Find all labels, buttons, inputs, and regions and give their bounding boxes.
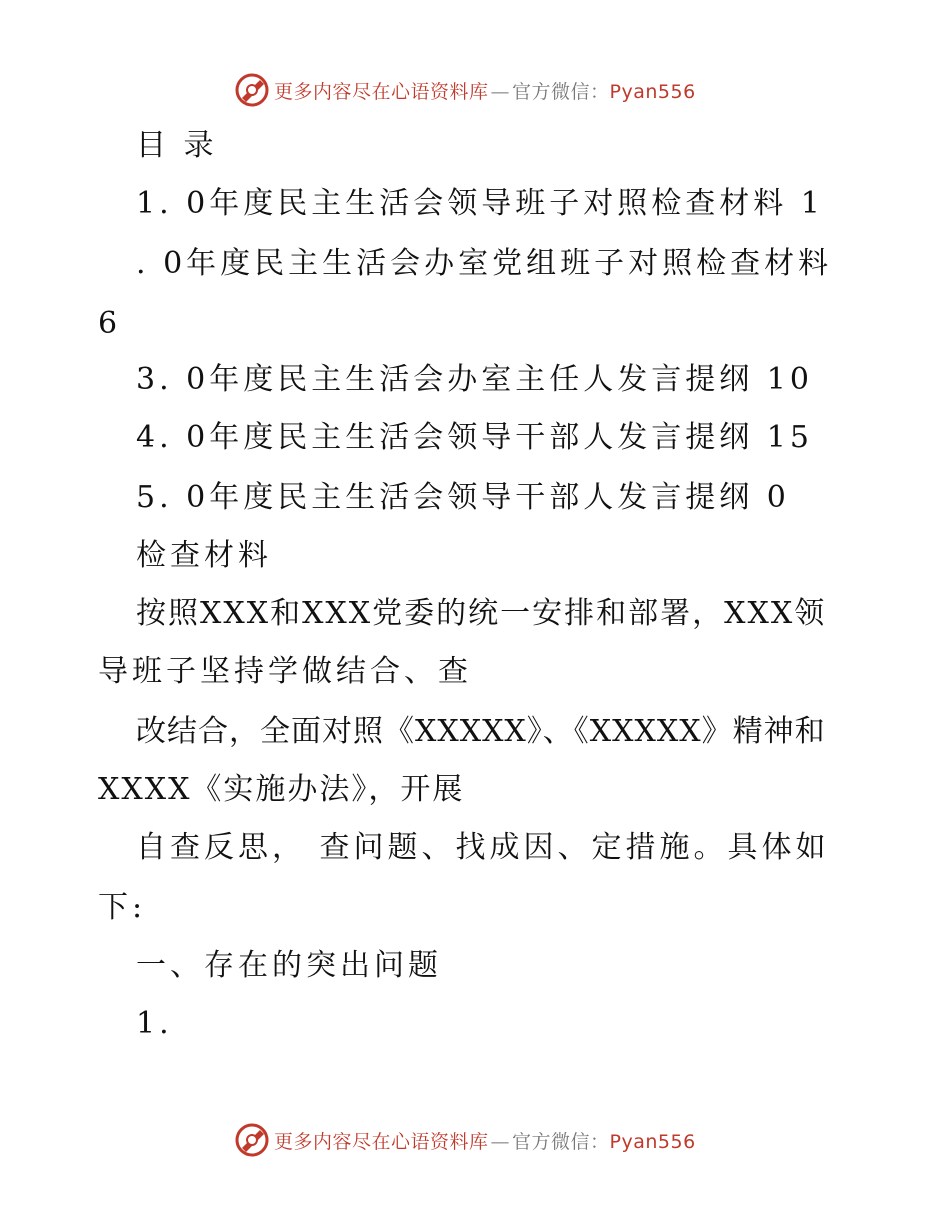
paragraph-line: XXXX《实施办法》，开展 [98, 772, 465, 807]
watermark-text [274, 77, 696, 104]
paragraph-line: 改结合，全面对照《XXXXX》、《XXXXX》精神和 [136, 714, 826, 749]
toc-item-2: . 0年度民主生活会办室党组班子对照检查材料 [136, 246, 833, 281]
toc-item-3: 3. 0年度民主生活会办室主任人发言提纲 10 [136, 362, 813, 397]
watermark-main: 更多内容尽在心语资料库 [274, 80, 489, 103]
watermark-sep: — [490, 80, 511, 103]
subsection-heading: 一、存在的突出问题 [136, 948, 442, 983]
toc-item-4: 4. 0年度民主生活会领导干部人发言提纲 15 [136, 420, 813, 455]
section-heading: 检查材料 [136, 538, 272, 573]
paragraph-line: 自查反思， 查问题、找成因、定措施。具体如 [136, 830, 830, 865]
paragraph-line: 下: [98, 890, 147, 925]
wechat-label: 官方微信： [512, 80, 610, 103]
header-watermark [234, 70, 754, 110]
wechat-id: Pyan556 [609, 1130, 696, 1153]
watermark-sep: — [490, 1130, 511, 1153]
watermark-text [274, 1127, 696, 1154]
paragraph-line: 按照XXX和XXX党委的统一安排和部署，XXX领 [136, 596, 827, 631]
list-item-number: 1. [136, 1006, 173, 1041]
wechat-label: 官方微信： [512, 1130, 610, 1153]
toc-title: 目 录 [136, 128, 218, 163]
paragraph-line: 导班子坚持学做结合、查 [98, 654, 472, 689]
toc-item-1: 1. 0年度民主生活会领导班子对照检查材料 1 [136, 186, 824, 221]
logo-icon [234, 72, 270, 108]
toc-item-2-page: 6 [98, 306, 122, 341]
toc-item-5: 5. 0年度民主生活会领导干部人发言提纲 0 [136, 480, 790, 515]
watermark-main: 更多内容尽在心语资料库 [274, 1130, 489, 1153]
footer-watermark [234, 1120, 754, 1160]
wechat-id: Pyan556 [609, 80, 696, 103]
logo-icon [234, 1122, 270, 1158]
